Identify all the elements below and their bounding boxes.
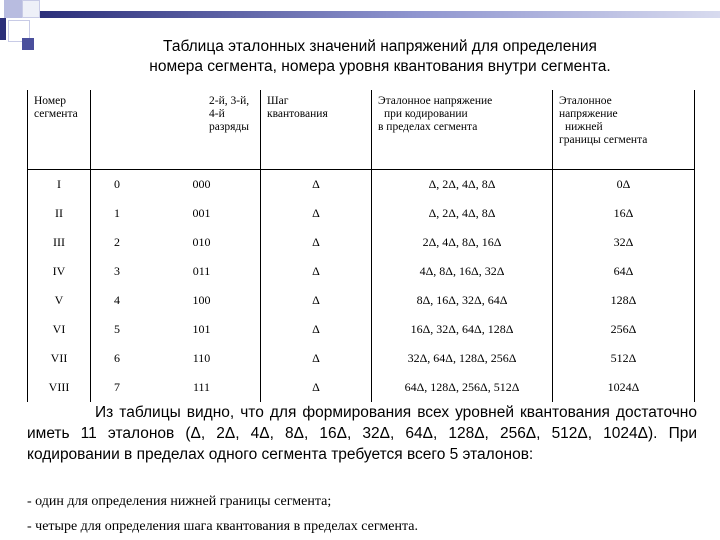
cell-step: Δ bbox=[261, 170, 372, 200]
conclusion-text: Из таблицы видно, что для формирования всех уровней квантования достаточно иметь 11 эталонов (Δ, 2Δ, 4Δ, 8Δ, 16Δ, 32Δ, 64Δ, 128Δ, 256Δ, 512Δ, 1024Δ). При кодировании в пределах одного сегмента требуется всего 5 эталонов: bbox=[27, 404, 697, 463]
cell-segment: III bbox=[28, 228, 91, 257]
table-header-row bbox=[28, 90, 695, 170]
cell-reference: Δ, 2Δ, 4Δ, 8Δ bbox=[372, 199, 553, 228]
slide-title bbox=[60, 37, 700, 77]
cell-segment: I bbox=[28, 170, 91, 200]
cell-step: Δ bbox=[261, 257, 372, 286]
decor-square-1 bbox=[4, 0, 22, 18]
cell-step: Δ bbox=[261, 199, 372, 228]
cell-step: Δ bbox=[261, 373, 372, 402]
table-row bbox=[28, 286, 695, 315]
cell-lower: 256Δ bbox=[553, 315, 695, 344]
header-digits: 2-й, 3-й, 4-й разряды bbox=[91, 90, 261, 170]
decor-square-2 bbox=[22, 0, 40, 18]
cell-digit: 3 bbox=[91, 257, 144, 286]
decor-square-5 bbox=[22, 38, 34, 50]
cell-lower: 32Δ bbox=[553, 228, 695, 257]
cell-bits: 110 bbox=[143, 344, 261, 373]
cell-segment: VI bbox=[28, 315, 91, 344]
title-line-2: номера сегмента, номера уровня квантования внутри сегмента. bbox=[149, 58, 611, 75]
header-reference-voltage: Эталонное напряжение при кодировании в пределах сегмента bbox=[372, 90, 553, 170]
cell-bits: 001 bbox=[143, 199, 261, 228]
table-row bbox=[28, 315, 695, 344]
cell-digit: 1 bbox=[91, 199, 144, 228]
cell-lower: 1024Δ bbox=[553, 373, 695, 402]
cell-bits: 101 bbox=[143, 315, 261, 344]
cell-step: Δ bbox=[261, 315, 372, 344]
cell-digit: 5 bbox=[91, 315, 144, 344]
cell-reference: 32Δ, 64Δ, 128Δ, 256Δ bbox=[372, 344, 553, 373]
cell-segment: VIII bbox=[28, 373, 91, 402]
cell-lower: 16Δ bbox=[553, 199, 695, 228]
table-row bbox=[28, 373, 695, 402]
cell-reference: Δ, 2Δ, 4Δ, 8Δ bbox=[372, 170, 553, 200]
cell-digit: 4 bbox=[91, 286, 144, 315]
cell-step: Δ bbox=[261, 286, 372, 315]
cell-lower: 128Δ bbox=[553, 286, 695, 315]
header-segment-number: Номер сегмента bbox=[28, 90, 91, 170]
cell-segment: VII bbox=[28, 344, 91, 373]
list-item: - один для определения нижней границы сегмента; bbox=[27, 494, 332, 509]
reference-voltage-table bbox=[27, 90, 695, 402]
cell-lower: 512Δ bbox=[553, 344, 695, 373]
cell-bits: 100 bbox=[143, 286, 261, 315]
cell-step: Δ bbox=[261, 344, 372, 373]
decor-square-3 bbox=[0, 18, 6, 40]
cell-bits: 111 bbox=[143, 373, 261, 402]
cell-bits: 010 bbox=[143, 228, 261, 257]
title-line-1: Таблица эталонных значений напряжений для определения bbox=[163, 38, 597, 55]
bullet-list bbox=[27, 489, 697, 539]
cell-reference: 64Δ, 128Δ, 256Δ, 512Δ bbox=[372, 373, 553, 402]
table-row bbox=[28, 170, 695, 200]
cell-digit: 7 bbox=[91, 373, 144, 402]
table-row bbox=[28, 199, 695, 228]
header-lower-boundary: Эталонное напряжение нижней границы сегмента bbox=[553, 90, 695, 170]
cell-step: Δ bbox=[261, 228, 372, 257]
list-item: - четыре для определения шага квантования в пределах сегмента. bbox=[27, 519, 418, 534]
cell-digit: 6 bbox=[91, 344, 144, 373]
cell-segment: II bbox=[28, 199, 91, 228]
cell-lower: 64Δ bbox=[553, 257, 695, 286]
table-row bbox=[28, 344, 695, 373]
cell-bits: 011 bbox=[143, 257, 261, 286]
table-row bbox=[28, 257, 695, 286]
cell-reference: 2Δ, 4Δ, 8Δ, 16Δ bbox=[372, 228, 553, 257]
conclusion-paragraph bbox=[27, 402, 697, 465]
cell-reference: 4Δ, 8Δ, 16Δ, 32Δ bbox=[372, 257, 553, 286]
cell-segment: V bbox=[28, 286, 91, 315]
cell-segment: IV bbox=[28, 257, 91, 286]
cell-digit: 0 bbox=[91, 170, 144, 200]
cell-bits: 000 bbox=[143, 170, 261, 200]
table-row bbox=[28, 228, 695, 257]
cell-lower: 0Δ bbox=[553, 170, 695, 200]
cell-reference: 16Δ, 32Δ, 64Δ, 128Δ bbox=[372, 315, 553, 344]
header-quantization-step: Шаг квантования bbox=[261, 90, 372, 170]
cell-reference: 8Δ, 16Δ, 32Δ, 64Δ bbox=[372, 286, 553, 315]
decor-gradient-bar bbox=[40, 11, 720, 18]
cell-digit: 2 bbox=[91, 228, 144, 257]
